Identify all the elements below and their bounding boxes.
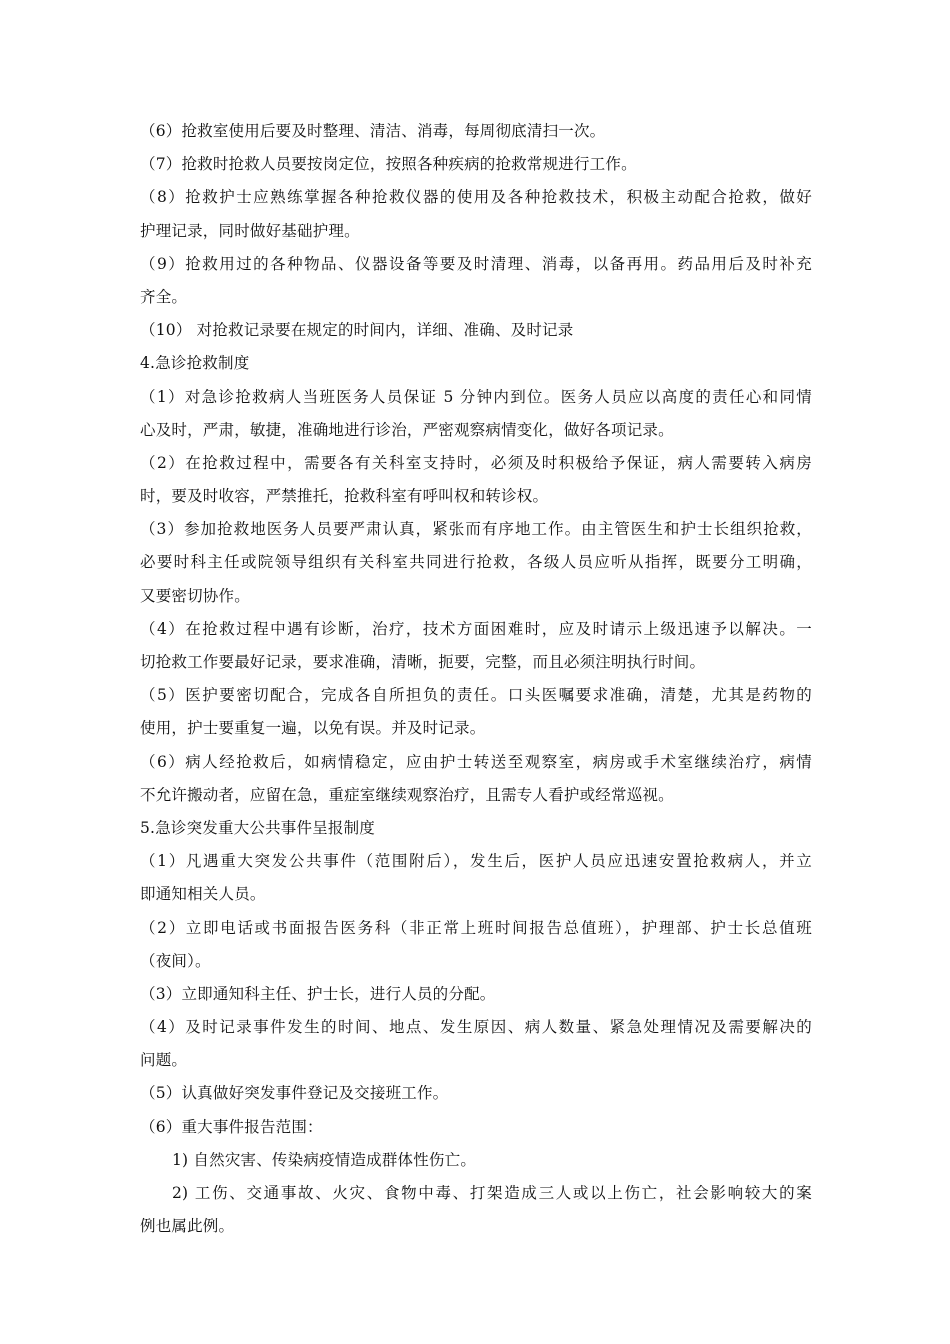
text-line: （4）在抢救过程中遇有诊断，治疗，技术方面困难时，应及时请示上级迅速予以解决。一: [140, 619, 812, 638]
text-line: （7）抢救时抢救人员要按岗定位，按照各种疾病的抢救常规进行工作。: [140, 155, 637, 174]
text-line: 1) 自然灾害、传染病疫情造成群体性伤亡。: [172, 1150, 477, 1169]
text-line: （2）立即电话或书面报告医务科（非正常上班时间报告总值班），护理部、护士长总值班: [140, 918, 812, 937]
text-line: 4.急诊抢救制度: [140, 354, 250, 373]
text-line: 问题。: [140, 1051, 188, 1070]
text-line: （3）立即通知科主任、护士长，进行人员的分配。: [140, 984, 496, 1003]
text-line: （6）抢救室使用后要及时整理、清洁、消毒，每周彻底清扫一次。: [140, 122, 606, 140]
text-line: （8）抢救护士应熟练掌握各种抢救仪器的使用及各种抢救技术，积极主动配合抢救，做好: [140, 188, 812, 207]
text-line: 5.急诊突发重大公共事件呈报制度: [140, 818, 375, 837]
text-line: 齐全。: [140, 287, 188, 306]
text-line: 即通知相关人员。: [140, 885, 266, 904]
text-line: （4）及时记录事件发生的时间、地点、发生原因、病人数量、紧急处理情况及需要解决的: [140, 1018, 812, 1037]
text-line: （10） 对抢救记录要在规定的时间内，详细、准确、及时记录: [140, 321, 574, 340]
text-line: （5）认真做好突发事件登记及交接班工作。: [140, 1084, 449, 1103]
text-line: 切抢救工作要最好记录，要求准确，清晰，扼要，完整，而且必须注明执行时间。: [140, 653, 706, 671]
text-line: 又要密切协作。: [140, 586, 250, 605]
text-line: （1）对急诊抢救病人当班医务人员保证 5 分钟内到位。医务人员应以高度的责任心和同情: [140, 387, 812, 406]
text-line: 必要时科主任或院领导组织有关科室共同进行抢救，各级人员应听从指挥，既要分工明确，: [140, 553, 812, 572]
text-line: （5）医护要密切配合，完成各自所担负的责任。口头医嘱要求准确，清楚，尤其是药物的: [140, 686, 812, 705]
text-line: 使用，护士要重复一遍，以免有误。并及时记录。: [140, 719, 486, 738]
text-line: （6）重大事件报告范围：: [140, 1117, 323, 1136]
text-line: （6）病人经抢救后，如病情稳定，应由护士转送至观察室，病房或手术室继续治疗，病情: [140, 752, 812, 771]
text-line: （夜间）。: [140, 951, 211, 970]
text-line: 心及时，严肃，敏捷，准确地进行诊治，严密观察病情变化，做好各项记录。: [140, 420, 674, 439]
document-body: [140, 115, 812, 1243]
text-line: 护理记录，同时做好基础护理。: [140, 221, 360, 240]
text-line: 时，要及时收容，严禁推托，抢救科室有呼叫权和转诊权。: [140, 487, 549, 506]
text-line: 例也属此例。: [140, 1217, 235, 1236]
text-line: 不允许搬动者，应留在急，重症室继续观察治疗，且需专人看护或经常巡视。: [140, 785, 674, 804]
text-line: （1）凡遇重大突发公共事件（范围附后），发生后，医护人员应迅速安置抢救病人，并立: [140, 852, 812, 871]
text-line: 2) 工伤、交通事故、火灾、食物中毒、打架造成三人或以上伤亡，社会影响较大的案: [172, 1184, 812, 1202]
text-line: （3）参加抢救地医务人员要严肃认真，紧张而有序地工作。由主管医生和护士长组织抢救，: [140, 520, 812, 539]
text-line: （2）在抢救过程中，需要各有关科室支持时，必须及时积极给予保证，病人需要转入病房: [140, 453, 812, 472]
text-line: （9）抢救用过的各种物品、仪器设备等要及时清理、消毒，以备再用。药品用后及时补充: [140, 254, 812, 273]
